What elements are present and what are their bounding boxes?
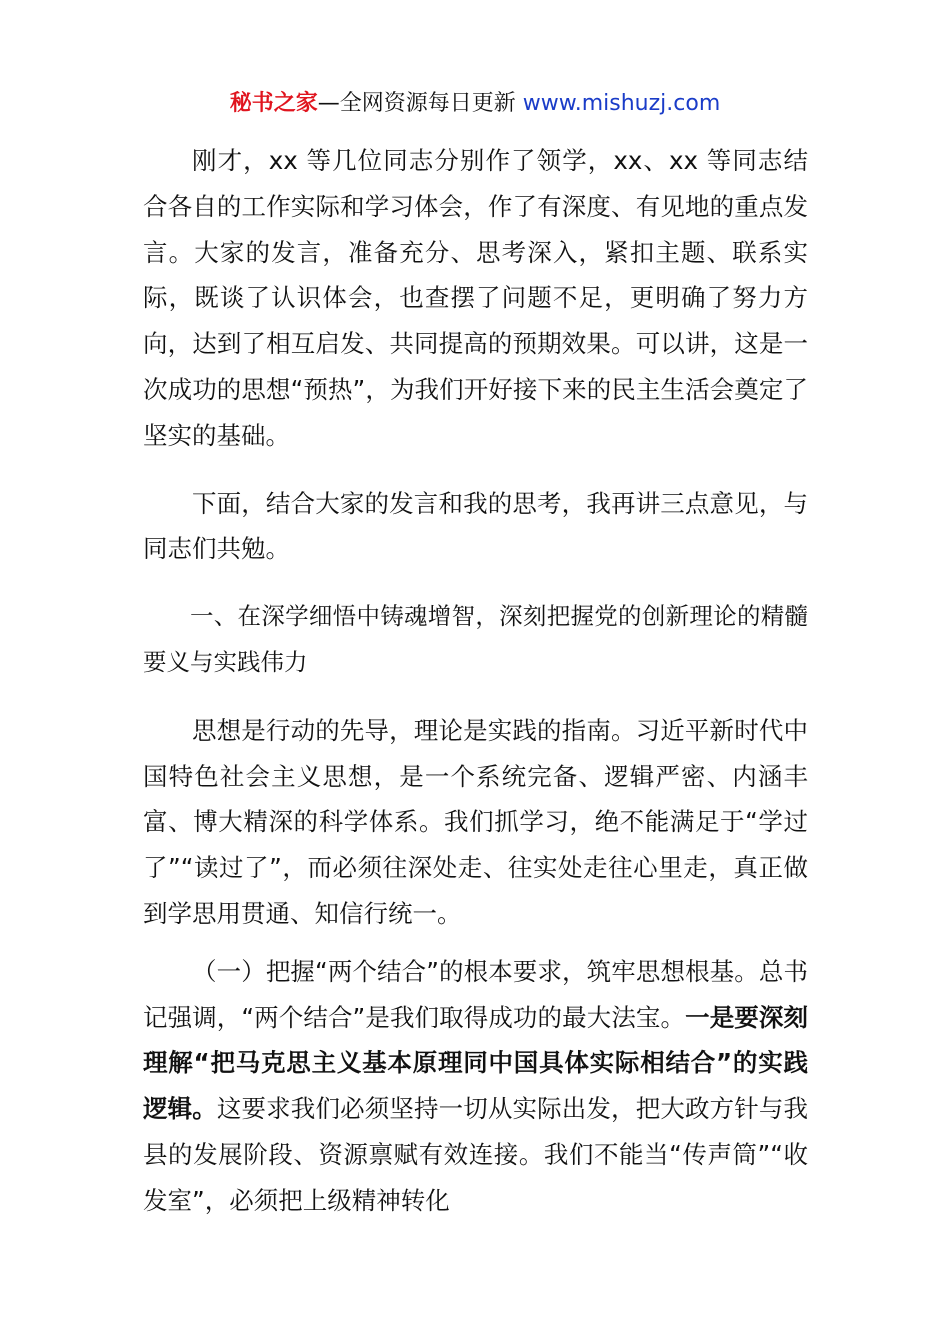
header-brand: 秘书之家 [229,91,318,116]
paragraph-opening: 刚才，xx 等几位同志分别作了领学，xx、xx 等同志结合各自的工作实际和学习体会，作了有深度、有见地的重点发言。大家的发言，准备充分、思考深入，紧扣主题、联系实际，既谈了认识体会，也查摆了问题不足，更明确了努力方向，达到了相互启发、共同提高的预期效果。可以讲，这是一次成功的思想“预热”，为我们开好接下来的民主生活会奠定了坚实的基础。 [143,146,808,450]
page-header [0,88,950,120]
paragraph-two-combinations [143,949,808,1224]
header-url-link[interactable]: www.mishuzj.com [522,91,721,116]
section-heading-one: 一、在深学细悟中铸魂增智，深刻把握党的创新理论的精髓要义与实践伟力 [143,602,808,676]
document-body [143,138,808,1224]
paragraph-two-combinations-intro: （一）把握“两个结合”的根本要求，筑牢思想根基。总书记强调，“两个结合”是我们取得成功的最大法宝。 [143,956,808,1032]
paragraph-theory-guide: 思想是行动的先导，理论是实践的指南。习近平新时代中国特色社会主义思想，是一个系统完备、逻辑严密、内涵丰富、博大精深的科学体系。我们抓学习，绝不能满足于“学过了”“读过了”，而必须往深处走、往实处走往心里走，真正做到学思用贯通、知信行统一。 [143,715,808,928]
paragraph-two-combinations-bold: 一是要深刻理解“把马克思主义基本原理同中国具体实际相结合”的实践逻辑。 [143,1002,808,1124]
header-tagline: —全网资源每日更新 [317,91,523,116]
paragraph-intro-points: 下面，结合大家的发言和我的思考，我再讲三点意见，与同志们共勉。 [143,488,808,564]
paragraph-two-combinations-rest: 这要求我们必须坚持一切从实际出发，把大政方针与我县的发展阶段、资源禀赋有效连接。我们不能当“传声筒”“收发室”，必须把上级精神转化 [143,1094,808,1215]
